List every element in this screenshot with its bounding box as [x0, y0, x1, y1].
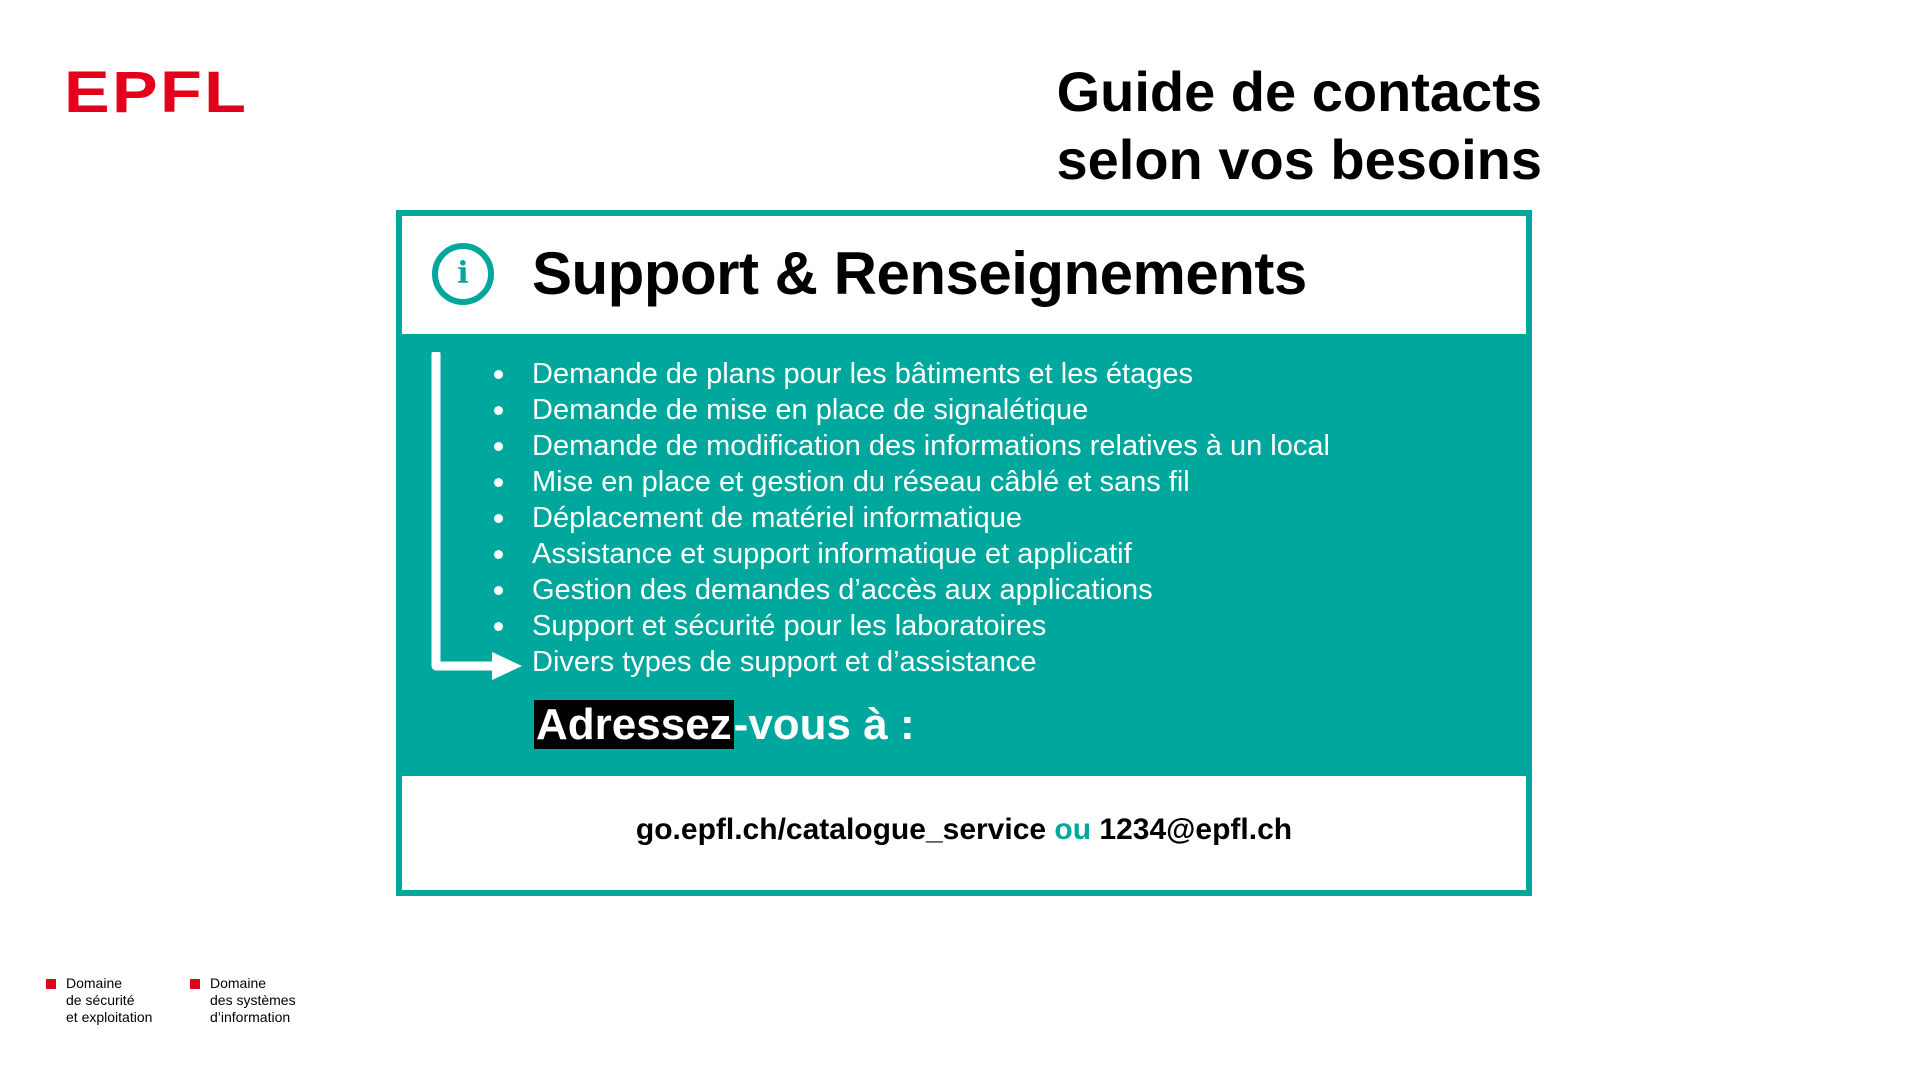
- service-item: [532, 464, 1330, 500]
- service-item-label: Demande de mise en place de signalétique: [532, 394, 1089, 426]
- service-item-label: Demande de modification des informations relatives à un local: [532, 430, 1330, 462]
- domain-systemes: [210, 975, 296, 1026]
- info-icon: i: [432, 243, 494, 305]
- bullet-icon: [494, 406, 503, 415]
- card-header: [402, 216, 1526, 334]
- red-square-icon: [46, 979, 56, 989]
- service-item-label: Assistance et support informatique et applicatif: [532, 538, 1132, 570]
- service-item-label: Divers types de support et d’assistance: [532, 646, 1037, 678]
- domain-line: Domaine: [210, 975, 267, 991]
- service-item: [532, 500, 1330, 536]
- epfl-logo[interactable]: EPFL: [64, 60, 249, 125]
- bullet-icon: [494, 370, 503, 379]
- bullet-icon: [494, 586, 503, 595]
- domain-line: et exploitation: [66, 1009, 153, 1025]
- service-item-label: Demande de plans pour les bâtiments et les étages: [532, 358, 1193, 390]
- cta-highlight: Adressez: [536, 700, 732, 749]
- service-item-label: Gestion des demandes d’accès aux applications: [532, 574, 1153, 606]
- service-item: [532, 428, 1330, 464]
- service-item-label: Mise en place et gestion du réseau câblé et sans fil: [532, 466, 1190, 498]
- bullet-icon: [494, 658, 503, 667]
- service-item: [532, 608, 1330, 644]
- card-body: [402, 334, 1526, 776]
- domain-line: Domaine: [66, 975, 123, 991]
- service-item: [532, 536, 1330, 572]
- service-item-label: Support et sécurité pour les laboratoires: [532, 610, 1047, 642]
- bullet-icon: [494, 550, 503, 559]
- service-item: [532, 356, 1330, 392]
- support-card: [396, 210, 1532, 896]
- service-item: [532, 572, 1330, 608]
- red-square-icon: [190, 979, 200, 989]
- card-footer: [402, 776, 1526, 890]
- bullet-icon: [494, 442, 503, 451]
- service-item: [532, 392, 1330, 428]
- catalogue-link[interactable]: go.epfl.ch/catalogue_service: [635, 813, 1047, 846]
- service-item: [532, 644, 1330, 680]
- services-list: [492, 356, 1330, 680]
- page-title: [1057, 58, 1543, 194]
- domain-securite: [66, 975, 152, 1026]
- contact-line: [402, 810, 1526, 850]
- bullet-icon: [494, 514, 503, 523]
- bullet-icon: [494, 478, 503, 487]
- email-link[interactable]: 1234@epfl.ch: [1099, 813, 1293, 846]
- domain-line: des systèmes: [210, 992, 296, 1008]
- cta-rest: -vous à :: [733, 700, 915, 749]
- card-heading: Support & Renseignements: [532, 240, 1307, 307]
- page-title-line-1: Guide de contacts: [1056, 60, 1542, 123]
- domain-line: de sécurité: [66, 992, 135, 1008]
- bullet-icon: [494, 622, 503, 631]
- page-title-line-2: selon vos besoins: [1056, 128, 1542, 191]
- contact-or: ou: [1054, 813, 1092, 846]
- domain-line: d’information: [210, 1009, 291, 1025]
- service-item-label: Déplacement de matériel informatique: [532, 502, 1023, 534]
- cta-text: [534, 698, 915, 752]
